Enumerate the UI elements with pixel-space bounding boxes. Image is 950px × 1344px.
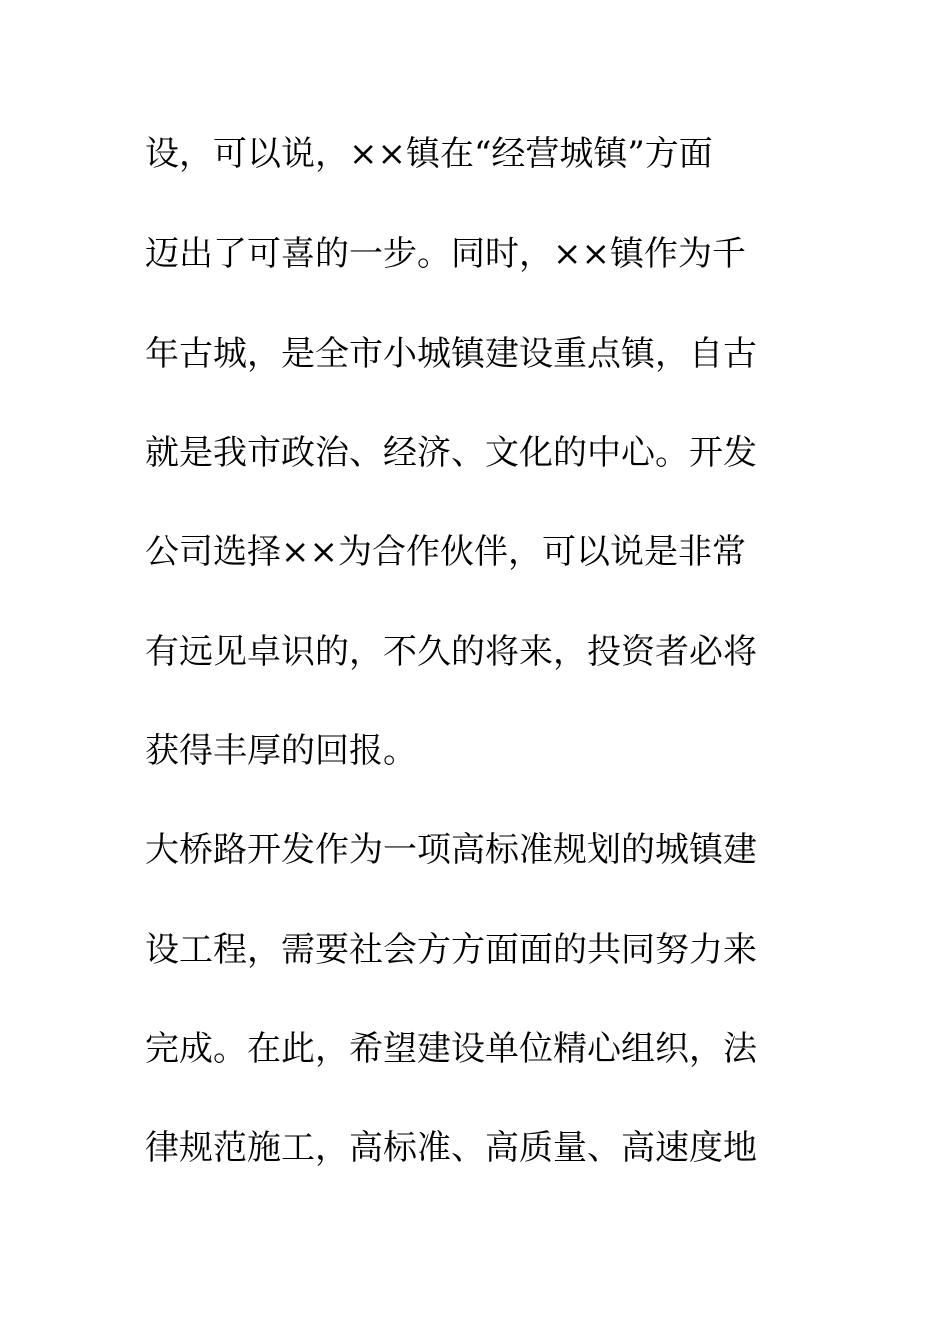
text-line: 获得丰厚的回报。: [145, 731, 417, 771]
text-line: 完成。在此，希望建设单位精心组织，法: [145, 1029, 757, 1069]
text-line: 设，可以说，××镇在“经营城镇”方面: [145, 134, 713, 174]
text-line: 律规范施工，高标准、高质量、高速度地: [145, 1128, 757, 1168]
text-line: 年古城，是全市小城镇建设重点镇，自古: [145, 334, 757, 374]
text-line: 设工程，需要社会方方面面的共同努力来: [145, 930, 757, 970]
text-line: 就是我市政治、经济、文化的中心。开发: [145, 433, 757, 473]
text-line: 有远见卓识的，不久的将来，投资者必将: [145, 632, 757, 672]
text-line: 迈出了可喜的一步。同时，××镇作为千: [145, 234, 746, 274]
text-line: 公司选择××为合作伙伴，可以说是非常: [145, 532, 746, 572]
text-line: 大桥路开发作为一项高标准规划的城镇建: [145, 830, 757, 870]
